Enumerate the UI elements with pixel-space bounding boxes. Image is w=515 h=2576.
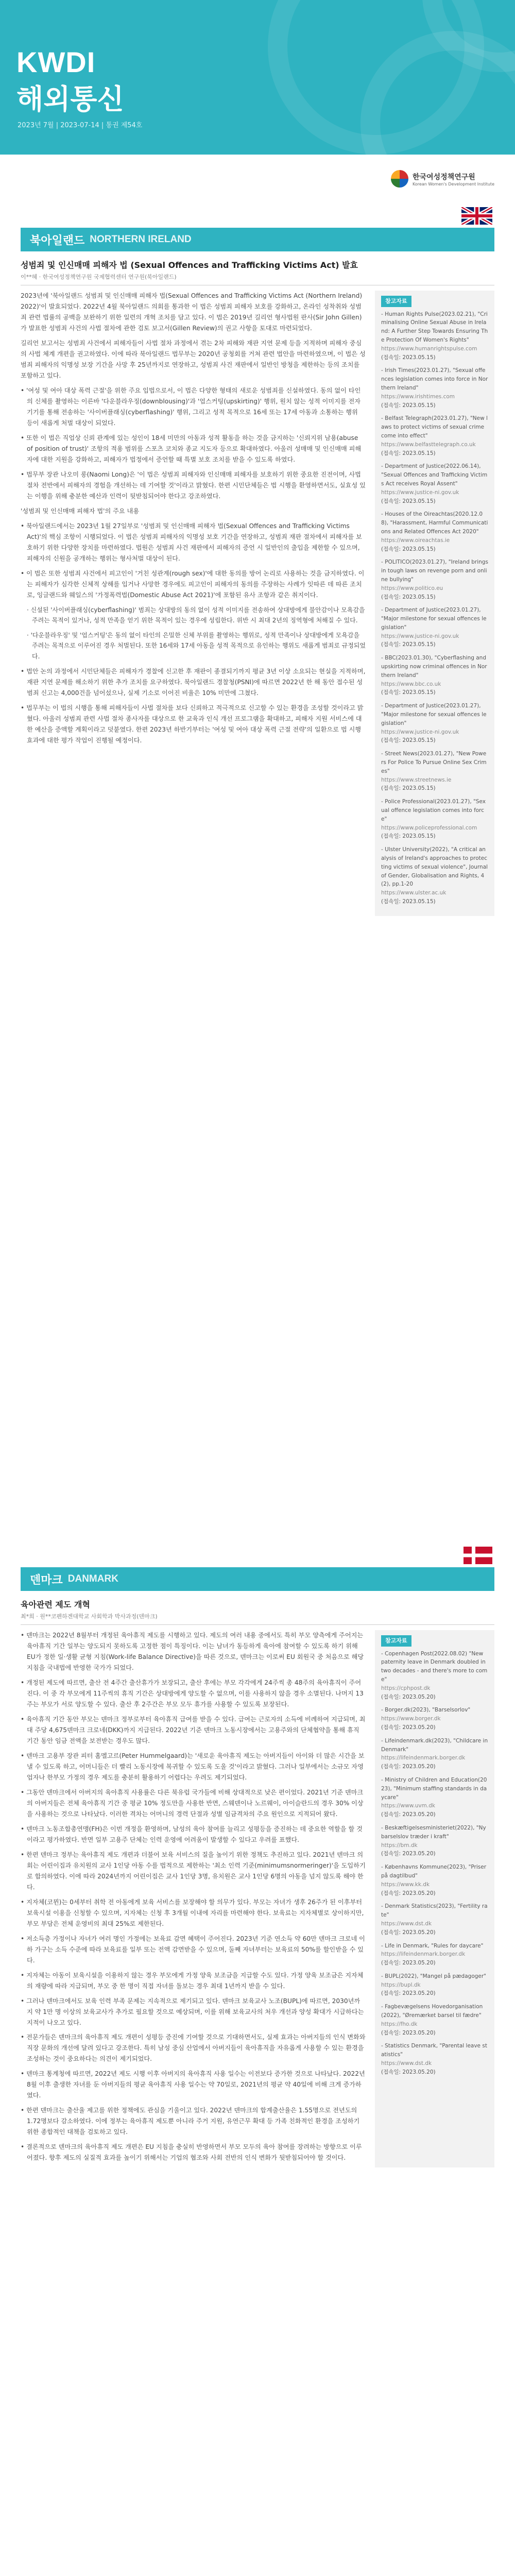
reference-title: - Department of Justice(2023.01.27), "Major milestone for sexual offences legislation" [381,703,487,726]
section-label-en: DANMARK [67,1573,118,1584]
paragraph: • 덴마크 노동조합총연맹(FH)은 이번 개정을 환영하며, 남성의 육아 참여를 늘리고 성평등을 증진하는 데 중요한 역할을 할 것이라고 평가하였다. 반면 일부 고용주 단체는 인력 운영에 어려움이 발생할 수 있다고 우려를 표했다. [21,1825,363,1843]
reference-access-date: (접속일: 2023.05.20) [381,1811,436,1818]
reference-link[interactable]: https://cphpost.dk [381,1685,431,1691]
reference-access-date: (접속일: 2023.05.15) [381,354,436,361]
reference-item [381,1863,488,1897]
reference-access-date: (접속일: 2023.05.15) [381,737,436,744]
reference-access-date: (접속일: 2023.05.20) [381,1960,436,1967]
reference-title: - BBC(2023.01.30), "Cyberflashing and upskirting now criminal offences in Northern Ireland" [381,655,487,679]
reference-title: - Department of Justice(2022.06.14), "Sexual Offences and Trafficking Victims Act receives Royal Assent" [381,463,488,487]
article-title: 육아관련 제도 개혁 [21,1600,90,1609]
reference-title: - Ulster University(2022), "A critical analysis of Ireland's approaches to protecting victims of sexual violence", Journal of Gender, Globalisation and Rights, 4(2), pp.1-20 [381,846,488,888]
reference-title: - Ministry of Children and Education(2023), "Minimum staffing standards in daycare" [381,1776,487,1801]
reference-title: - Borger.dk(2023), "Barselsorlov" [381,1707,471,1714]
reference-title: - BUPL(2022), "Mangel på pædagoger" [381,1973,487,1979]
reference-link[interactable]: https://www.dst.dk [381,1920,432,1927]
reference-link[interactable]: https://www.uvm.dk [381,1803,435,1809]
reference-title: - Life in Denmark, "Rules for daycare" [381,1942,484,1949]
section-denmark [21,1566,494,2167]
reference-item [381,2042,488,2076]
paragraph: • 덴마크는 2022년 8월부터 개정된 육아휴직 제도를 시행하고 있다. 제도의 여러 내용 중에서도 특히 부모 양측에게 주어지는 육아휴직 기간 일부는 양도되지 못하도록 고정한 점이 특징이다. 이는 남녀가 동등하게 육아에 참여할 수 있도록 하기 위해 EU가 정한 일·생활 균형 지침(Work-life Balance Directive)을 따른 것으로, 덴마크는 이로써 EU 회원국 중 처음으로 해당 지침을 국내법에 반영한 국가가 되었다. [21,1632,364,1671]
reference-item [381,798,488,841]
reference-title: - Lifeindenmark.dk(2023), "Childcare in Denmark" [381,1737,488,1753]
reference-item [381,606,488,649]
reference-title: - Beskæftigelsesministeriet(2022), "Ny barselslov træder i kraft" [381,1824,486,1840]
reference-access-date: (접속일: 2023.05.20) [381,1764,436,1770]
reference-title: - Denmark Statistics(2023), "Fertility rate" [381,1903,488,1919]
reference-link[interactable]: https://www.bbc.co.uk [381,681,441,687]
reference-title: - Police Professional(2023.01.27), "Sexual offence legislation comes into force" [381,799,486,822]
reference-link[interactable]: https://www.belfasttelegraph.co.uk [381,441,476,448]
newsletter-title-en: KWDI [16,46,96,78]
reference-item [381,1776,488,1819]
reference-access-date: (접속일: 2023.05.15) [381,546,436,552]
reference-item [381,845,488,906]
reference-access-date: (접속일: 2023.05.20) [381,1724,436,1731]
reference-title: - Belfast Telegraph(2023.01.27), "New laws to protect victims of sexual crime come into effect" [381,415,488,439]
reference-item [381,654,488,697]
section-bar [21,227,494,251]
reference-access-date: (접속일: 2023.05.15) [381,450,436,456]
paragraph: • 지자체는 아동이 보육시설을 이용하지 않는 경우 부모에게 가정 양육 보조금을 지급할 수도 있다. 가정 양육 보조금은 지자체의 재량에 따라 지급되며, 부모 중 한 명이 직접 자녀를 돌보는 경우 최대 1년까지 받을 수 있다. [21,1971,364,1990]
reference-access-date: (접속일: 2023.05.15) [381,594,436,600]
newsletter-title-ko: 해외통신 [16,83,124,115]
paragraph: • 육아휴직 기간 동안 부모는 덴마크 정부로부터 육아휴직 급여를 받을 수 있다. 급여는 근로자의 소득에 비례하여 지급되며, 최대 주당 4,675덴마크 크로네(DKK)까지 지급된다. 2022년 기준 덴마크 노동시장에서는 고용주와의 단체협약을 통해 휴직 기간 동안 임금 전액을 보전받는 경우도 많다. [21,1715,366,1744]
reference-link[interactable]: https://www.ulster.ac.uk [381,890,447,896]
reference-item [381,510,488,553]
reference-link[interactable]: https://www.dst.dk [381,2060,432,2067]
reference-item [381,310,488,362]
section-label-ko: 북아일랜드 [30,234,85,247]
paragraph: • 지자체(코뮌)는 0세부터 취학 전 아동에게 보육 서비스를 보장해야 할 의무가 있다. 부모는 자녀가 생후 26주가 된 이후부터 보육시설 이용을 신청할 수 있으며, 지자체는 신청 후 3개월 이내에 자리를 마련해야 한다. 보육료는 지자체별로 상이하지만, 부모 부담은 전체 운영비의 최대 25%로 제한된다. [21,1898,364,1927]
reference-title: - Copenhagen Post(2022.08.02) "New paternity leave in Denmark doubled in two decades - and there's more to come" [381,1650,488,1683]
paragraph: • 개정된 제도에 따르면, 출산 전 4주간 출산휴가가 보장되고, 출산 후에는 부모 각각에게 24주씩 총 48주의 육아휴직이 주어진다. 이 중 각 부모에게 11주씩의 휴직 기간은 상대방에게 양도할 수 없으며, 이를 사용하지 않을 경우 소멸된다. 나머지 13주는 부모가 서로 양도할 수 있다. 출산 후 2주간은 부모 모두 휴가를 사용할 수 있도록 보장된다. [21,1679,364,1708]
logo-name-en: Korean Women's Development Institute [413,181,494,187]
reference-link[interactable]: https://www.justice-ni.gov.uk [381,728,459,735]
paragraph: • 덴마크 통계청에 따르면, 2022년 제도 시행 이후 아버지의 육아휴직 사용 일수는 이전보다 증가한 것으로 나타났다. 2022년 8월 이후 출생한 자녀를 둔 아버지들의 평균 육아휴직 사용 일수는 약 70일로, 2021년의 평균 약 40일에 비해 크게 증가하였다. [21,2070,365,2099]
reference-access-date: (접속일: 2023.05.15) [381,785,436,792]
reference-access-date: (접속일: 2023.05.15) [381,402,436,409]
paragraph: • 법무부 장관 나오미 롱(Naomi Long)은 '이 법은 성범죄 피해자와 인신매매 피해자를 보호하기 위한 중요한 진전이며, 사법 절차 전반에서 피해자의 경험을 개선하는 데 기여할 것'이라고 밝혔다. 한편 시민단체들은 법 시행을 환영하면서도, 실효성 있는 이행을 위해 충분한 예산과 인력이 뒷받침되어야 한다고 강조하였다. [21,470,366,500]
reference-link[interactable]: https://www.kk.dk [381,1881,430,1888]
reference-title: - Houses of the Oireachtas(2020.12.08), "Harassment, Harmful Communications and Related Offences Act 2020" [381,511,488,535]
reference-link[interactable]: https://www.oireachtas.ie [381,537,450,544]
reference-title: - Human Rights Pulse(2023.02.21), "Criminalising Online Sexual Abuse in Ireland: A Further Step Towards Ensuring The Protection Of Women's Rights" [381,311,488,343]
reference-item [381,750,488,793]
references-heading: 참고자료 [381,296,411,307]
reference-title: - Irish Times(2023.01.27), "Sexual offences legislation comes into force in Northern Ireland" [381,367,488,391]
reference-access-date: (접속일: 2023.05.20) [381,1851,436,1857]
reference-access-date: (접속일: 2023.05.15) [381,899,436,905]
reference-item [381,1824,488,1858]
article-title: 성범죄 및 인신매매 피해자 법 (Sexual Offences and Trafficking Victims Act) 발효 [21,260,358,270]
reference-item [381,558,488,601]
reference-link[interactable]: https://www.policeprofessional.com [381,824,477,831]
article-byline: 최*희 · 원**코펜하겐대학교 사회학과 박사과정(덴마크) [21,1612,494,1625]
reference-link[interactable]: https://bm.dk [381,1842,418,1849]
reference-link[interactable]: https://bupl.dk [381,1981,421,1988]
reference-access-date: (접속일: 2023.05.15) [381,641,436,648]
reference-access-date: (접속일: 2023.05.20) [381,1929,436,1936]
paragraph: • 덴마크 고용부 장관 피터 홈멜고르(Peter Hummelgaard)는 '새로운 육아휴직 제도는 아버지들이 아이와 더 많은 시간을 보낼 수 있도록 하고, 어머니들은 더 빨리 노동시장에 복귀할 수 있도록 도울 것'이라고 밝혔다. 그러나 일부에서는 소규모 자영업자나 한부모 가정의 경우 제도를 충분히 활용하기 어렵다는 우려도 제기되었다. [21,1752,365,1781]
paragraph: • 한편 덴마크 정부는 육아휴직 제도 개편과 더불어 보육 서비스의 질을 높이기 위한 정책도 추진하고 있다. 2021년 덴마크 의회는 어린이집과 유치원의 교사 1인당 아동 수를 법적으로 제한하는 '최소 인력 기준(minimumsnormeringer)'을 도입하기로 합의하였다. 이에 따라 2024년까지 어린이집은 교사 1인당 3명, 유치원은 교사 1인당 6명의 아동을 넘지 않도록 해야 한다. [21,1851,366,1891]
reference-access-date: (접속일: 2023.05.20) [381,2029,436,2036]
reference-link[interactable]: https://www.humanrightspulse.com [381,345,477,352]
reference-link[interactable]: https://fho.dk [381,2021,418,2027]
reference-access-date: (접속일: 2023.05.15) [381,689,436,696]
reference-link[interactable]: https://www.irishtimes.com [381,393,455,400]
reference-access-date: (접속일: 2023.05.15) [381,498,436,504]
reference-access-date: (접속일: 2023.05.20) [381,2069,436,2075]
reference-item [381,462,488,505]
reference-item [381,1706,488,1732]
reference-item [381,1902,488,1937]
references-sidebar [375,1630,494,2167]
reference-item [381,2003,488,2037]
references-heading: 참고자료 [381,1635,411,1647]
paragraph: • 한편 덴마크는 출산율 제고를 위한 정책에도 관심을 기울이고 있다. 2022년 덴마크의 합계출산율은 1.55명으로 전년도의 1.72명보다 감소하였다. 이에 정부는 육아휴직 제도뿐 아니라 주거 지원, 유연근무 확대 등 가족 친화적인 환경을 조성하기 위한 종합적인 대책을 검토하고 있다. [21,2107,360,2136]
paragraph: • 법안 논의 과정에서 시민단체들은 피해자가 경찰에 신고한 후 재판이 종결되기까지 평균 3년 이상 소요되는 현실을 지적하며, 재판 지연 문제를 해소하기 위한 추가 조치를 요구하였다. 북아일랜드 경찰청(PSNI)에 따르면 2022년 한 해 동안 접수된 성범죄 신고는 4,000건을 넘어섰으나, 실제 기소로 이어진 비율은 10% 미만에 그쳤다. [21,667,366,697]
kwdi-logo [391,170,494,188]
references-sidebar [375,291,494,916]
paragraph: • 그동안 덴마크에서 아버지의 육아휴직 사용률은 다른 북유럽 국가들에 비해 상대적으로 낮은 편이었다. 2021년 기준 덴마크의 아버지들은 전체 육아휴직 기간 중 평균 10% 정도만을 사용한 반면, 스웨덴이나 노르웨이, 아이슬란드의 경우 30% 이상을 사용하는 것으로 나타났다. 이러한 격차는 어머니의 경력 단절과 성별 임금격차의 주요 원인으로 지적되어 왔다. [21,1788,364,1818]
reference-item [381,366,488,410]
reference-access-date: (접속일: 2023.05.20) [381,1990,436,1997]
paragraph: • 전문가들은 덴마크의 육아휴직 제도 개편이 성평등 증진에 기여할 것으로 기대하면서도, 실제 효과는 아버지들의 인식 변화와 직장 문화의 개선에 달려 있다고 강조한다. 특히 남성 중심 산업에서 아버지들이 육아휴직을 자유롭게 사용할 수 있는 환경을 조성하는 것이 중요하다는 의견이 제기되었다. [21,2033,366,2063]
reference-link[interactable]: https://www.streetnews.ie [381,776,452,783]
paragraph: • 또한 이 법은 직업상 신뢰 관계에 있는 성인이 18세 미만의 아동과 성적 활동을 하는 것을 금지하는 '신뢰지위 남용(abuse of position of trust)' 조항의 적용 범위를 스포츠 코치와 종교 지도자 등으로 확대하였다. 아울러 성매매 및 인신매매 피해자에 대한 지원을 강화하고, 피해자가 법정에서 증언할 때 특별 보호 조치를 받을 수 있도록 하였다. [21,434,362,463]
reference-link[interactable]: https://www.politico.eu [381,585,443,591]
reference-link[interactable]: https://lifeindenmark.borger.dk [381,1755,466,1761]
reference-link[interactable]: https://www.justice-ni.gov.uk [381,489,459,496]
reference-item [381,1972,488,1998]
paragraph: · '다운블라우징' 및 '업스커팅'은 동의 없이 타인의 은밀한 신체 부위를 촬영하는 행위로, 성적 만족이나 상대방에게 모욕감을 주려는 목적으로 이루어진 경우 처벌된다. 또한 16세와 17세 아동을 성적 목적으로 유인하는 행위도 새롭게 범죄로 규정되었다. [27,631,366,660]
reference-title: - Fagbevægelsens Hovedorganisation(2022), "Øremærket barsel til fædre" [381,2004,483,2019]
newsletter-header [0,0,515,160]
paragraph: • 북아일랜드에서는 2023년 1월 27일부로 '성범죄 및 인신매매 피해자 법(Sexual Offences and Trafficking Victims Act)'의 핵심 조항이 시행되었다. 이 법은 성범죄 피해자의 익명성 보호 기간을 연장하고, 성범죄 재판 절차에서 피해자를 보호하기 위한 다양한 장치를 마련하였다. 법원은 성범죄 사건 재판에서 피해자의 증언 시 일반인의 출입을 제한할 수 있으며, 피해자의 신원을 공개하는 행위는 형사처벌 대상이 된다. [21,522,362,562]
reference-item [381,702,488,745]
paragraph: '성범죄 및 인신매매 피해자 법'의 주요 내용 [21,507,140,515]
paragraph: · 신설된 '사이버플래싱(cyberflashing)' 범죄는 상대방의 동의 없이 성적 이미지를 전송하여 상대방에게 불안감이나 모욕감을 주려는 목적이 있거나, 성적 만족을 얻기 위한 목적이 있는 경우에 성립한다. 위반 시 최대 2년의 징역형에 처해질 수 있다. [27,606,365,624]
reference-item [381,1737,488,1771]
reference-item [381,1942,488,1968]
reference-link[interactable]: https://lifeindenmark.borger.dk [381,1951,466,1958]
section-northern-ireland [21,227,494,916]
paragraph: • '여성 및 여아 대상 폭력 근절'을 위한 주요 입법으로서, 이 법은 다양한 형태의 새로운 성범죄를 신설하였다. 동의 없이 타인의 신체를 촬영하는 이른바 '다운블라우징(downblousing)'과 '업스커팅(upskirting)' 행위, 원치 않는 성적 이미지를 전자기기를 통해 전송하는 '사이버플래싱(cyberflashing)' 행위, 그리고 성적 목적으로 16세 또는 17세 아동과 소통하는 행위 등이 새롭게 처벌 대상이 되었다. [21,386,361,427]
paragraph: • 그러나 덴마크에서도 보육 인력 부족 문제는 지속적으로 제기되고 있다. 덴마크 보육교사 노조(BUPL)에 따르면, 2030년까지 약 1만 명 이상의 보육교사가 추가로 필요할 것으로 예상되며, 이를 위해 보육교사의 처우 개선과 양성 확대가 시급하다는 지적이 나오고 있다. [21,1997,364,2026]
paragraph: • 이 법은 또한 성범죄 사건에서 피고인이 '거친 성관계(rough sex)'에 대한 동의를 방어 논리로 사용하는 것을 금지하였다. 이는 피해자가 심각한 신체적 상해를 입거나 사망한 경우에도 피고인이 피해자의 동의를 주장하는 사례가 잇따른 데 따른 조치로, 잉글랜드와 웨일스의 '가정폭력법(Domestic Abuse Act 2021)'에 포함된 유사 조항과 같은 취지이다. [21,569,365,599]
reference-title: - Københavns Kommune(2023), "Priser på dagtilbud" [381,1864,487,1879]
paragraph: • 결론적으로 덴마크의 육아휴직 제도 개편은 EU 지침을 충실히 반영하면서 부모 모두의 육아 참여를 장려하는 방향으로 이루어졌다. 향후 제도의 실질적 효과를 높이기 위해서는 기업의 협조와 사회 전반의 인식 변화가 뒷받침되어야 할 것이다. [21,2143,362,2162]
paragraph: 길리언 보고서는 성범죄 사건에서 피해자들이 사법 절차 과정에서 겪는 2차 피해와 재판 지연 문제 등을 지적하며 피해자 중심의 사법 체계 개편을 권고하였다. 이에 따라 북아일랜드 법무부는 2020년 공청회를 거쳐 관련 법안을 마련하였으며, 이 법은 성범죄 피해자의 익명성 보장 기간을 사망 후 25년까지로 연장하고, 성범죄 사건 재판에서 일반인 방청을 제한하는 등의 조치를 포함하고 있다. [21,339,366,379]
kwdi-logo-mark-icon [391,170,408,188]
reference-title: - Department of Justice(2023.01.27), "Major milestone for sexual offences legislation" [381,607,487,631]
reference-title: - POLITICO(2023.01.27), "Ireland brings in tough laws on revenge porn and online bullying" [381,559,488,583]
reference-access-date: (접속일: 2023.05.20) [381,1890,436,1896]
reference-link[interactable]: https://www.borger.dk [381,1716,441,1722]
denmark-flag-icon [464,1547,492,1564]
reference-item [381,414,488,457]
reference-access-date: (접속일: 2023.05.20) [381,1693,436,1700]
section-label-en: NORTHERN IRELAND [90,234,192,245]
logo-name-ko: 한국여성정책연구원 [413,173,475,181]
reference-item [381,1650,488,1702]
reference-access-date: (접속일: 2023.05.15) [381,833,436,840]
paragraph: • 저소득층 가정이나 자녀가 여러 명인 가정에는 보육료 감면 혜택이 주어진다. 2023년 기준 연소득 약 60만 덴마크 크로네 이하 가구는 소득 수준에 따라 보육료를 일부 또는 전액 감면받을 수 있으며, 둘째 자녀부터는 보육료의 50%를 할인받을 수 있다. [21,1935,365,1964]
section-bar [21,1566,494,1591]
paragraph: 2023년에 '북아일랜드 성범죄 및 인신매매 피해자 법(Sexual Offences and Trafficking Victims Act (Northern Ireland) 2022)'이 발효되었다. 2022년 4월 북아일랜드 의회를 통과한 이 법은 성범죄 피해자 보호를 강화하고, 온라인 성착취와 성범죄 관련 법률의 공백을 보완하기 위한 일련의 개혁 조치를 담고 있다. 이 법은 2019년 길리언 형사법원 판사(Sir John Gillen)가 발표한 성범죄 사건의 사법 절차에 관한 검토 보고서(Gillen Review)의 권고 사항을 토대로 마련되었다. [21,292,363,332]
reference-link[interactable]: https://www.justice-ni.gov.uk [381,633,459,639]
section-label-ko: 덴마크 [30,1573,63,1587]
article-body [21,291,366,916]
uk-flag-icon [461,207,492,225]
paragraph: • 법무부는 이 법의 시행을 통해 피해자들이 사법 절차를 보다 신뢰하고 적극적으로 신고할 수 있는 환경을 조성할 것이라고 밝혔다. 아울러 성범죄 관련 사법 절차 종사자를 대상으로 한 교육과 인식 개선 프로그램을 확대하고, 피해자 지원 서비스에 대한 예산을 증액할 계획이라고 덧붙였다. 한편 2023년 하반기부터는 '여성 및 여아 대상 폭력 근절 전략'의 일환으로 법 시행 효과에 대한 평가 작업이 진행될 예정이다. [21,704,364,744]
article-body [21,1630,366,2167]
reference-title: - Street News(2023.01.27), "New Powers For Police To Pursue Online Sex Crimes" [381,751,487,774]
article-byline: 이**혜 · 한국여성정책연구원 국제협력센터 연구원(북아일랜드) [21,273,494,285]
reference-title: - Statistics Denmark, "Parental leave statistics" [381,2043,487,2058]
issue-info: 2023년 7월 | 2023-07-14 | 통권 제54호 [18,122,143,129]
